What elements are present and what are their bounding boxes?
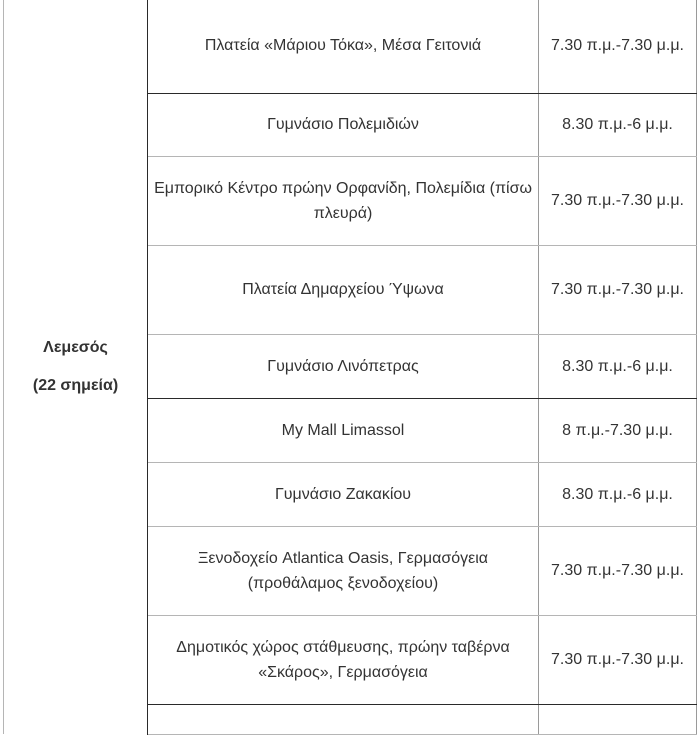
- hours-cell: 8.30 π.μ.-6 μ.μ.: [539, 93, 697, 156]
- location-cell: Γυμνάσιο Λινόπετρας: [148, 334, 539, 398]
- hours-cell: 8.30 π.μ.-6 μ.μ.: [539, 462, 697, 526]
- city-cell: [4, 0, 148, 734]
- hours-cell: 7.30 π.μ.-7.30 μ.μ.: [539, 0, 697, 93]
- city-name: Λεμεσός: [43, 338, 108, 356]
- city-point-count: (22 σημεία): [32, 376, 119, 394]
- location-cell: [148, 704, 539, 734]
- location-cell: Πλατεία «Μάριου Τόκα», Μέσα Γειτονιά: [148, 0, 539, 93]
- hours-cell: 7.30 π.μ.-7.30 μ.μ.: [539, 156, 697, 245]
- vaccination-points-table: [3, 0, 697, 735]
- table-row: [4, 0, 697, 93]
- location-cell: My Mall Limassol: [148, 398, 539, 462]
- hours-cell: 7.30 π.μ.-7.30 μ.μ.: [539, 615, 697, 704]
- hours-cell: 7.30 π.μ.-7.30 μ.μ.: [539, 526, 697, 615]
- location-cell: Ξενοδοχείο Atlantica Oasis, Γερμασόγεια (προθάλαμος ξενοδοχείου): [148, 526, 539, 615]
- hours-cell: 8.30 π.μ.-6 μ.μ.: [539, 334, 697, 398]
- hours-cell: 7.30 π.μ.-7.30 μ.μ.: [539, 245, 697, 334]
- hours-cell: 8 π.μ.-7.30 μ.μ.: [539, 398, 697, 462]
- hours-cell: [539, 704, 697, 734]
- location-cell: Δημοτικός χώρος στάθμευσης, πρώην ταβέρνα «Σκάρος», Γερμασόγεια: [148, 615, 539, 704]
- location-cell: Εμπορικό Κέντρο πρώην Ορφανίδη, Πολεμίδια (πίσω πλευρά): [148, 156, 539, 245]
- location-cell: Πλατεία Δημαρχείου Ύψωνα: [148, 245, 539, 334]
- location-cell: Γυμνάσιο Πολεμιδιών: [148, 93, 539, 156]
- location-cell: Γυμνάσιο Ζακακίου: [148, 462, 539, 526]
